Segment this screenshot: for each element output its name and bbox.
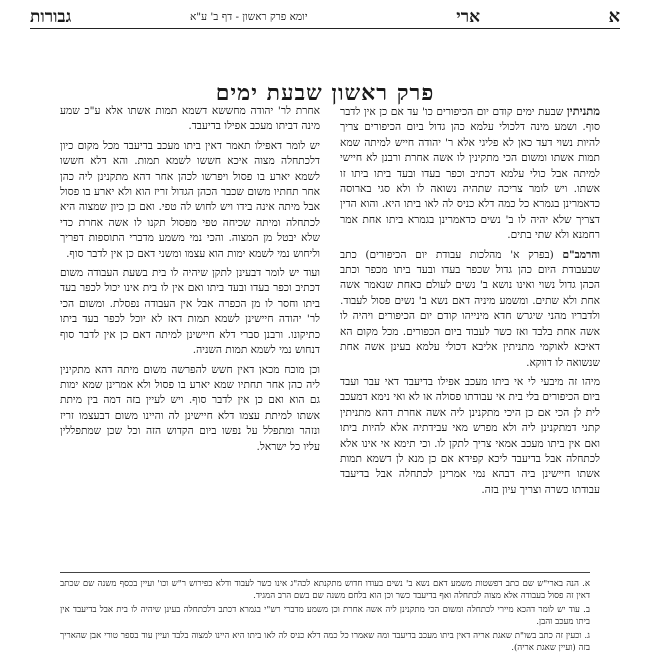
footnote-c: ג. וכעין זה כתב בשו"ת שאגת אריה דאין ביתו מעכב בדיעבד ומה שאמרו כל כמה דלא כניס לה לאו ביתו היא היינו למצוה בלבד ועיין עוד בספר טורי אבן שהאריך בזה (ועיין שאגת אריה). (60, 630, 590, 654)
right-column (340, 104, 600, 570)
footnote-a: א. הנה בארי"ש שם כתב דפשטות משמע דאם נשא ב' נשים בעודו חדוש מתקנתא לכה"ג אינו כשר לעבוד ודלא כפירוש ר"ש וכו' ועיין בכסף משנה שם שכתב דאין זה פסול בעבודה אלא מצוה לכתחלה ואף בדיעבד כשר וכן הוא בלחם משנה שם בשם הרב המגיד. (60, 579, 590, 602)
footnote-b: ב. עוד יש לומר דהכא מיירי לכתחלה ומשום הכי מתקנינן ליה אשה אחרת וכן משמע מדברי רש"י בגמרא דכתב דלכתחלה בעינן שיהיה לו בית אבל בדיעבד אין ביתו מעכב והבן. (60, 604, 590, 628)
page-header (30, 6, 620, 29)
left-para-4: וכן מוכח מכאן דאין חשש להפרשה משום מיתה דהא מתקינין ליה כהן אחר תחתיו שמא יארע בו פסול ולא אמרינן שמא ימות גם הוא ואם כן אין לדבר סוף. ויש לעיין בזה דמה בין מיתת אשתו למיתת עצמו דלא חיישינן לה והיינו משום דבעצמו זריז ונזהר ומתפלל על נפשו ביום הקדוש הזה וכל שכן שמתפללין עליו כל ישראל. (60, 363, 320, 453)
text-columns (60, 104, 600, 570)
lead-word: מתניתין (566, 104, 601, 118)
work-title: גבורות (30, 7, 72, 27)
chapter-title: פרק ראשון שבעת ימים (215, 80, 435, 106)
footnote-divider (60, 572, 590, 573)
header-ari: ארי (456, 7, 480, 27)
right-para-2-text: (בפרק א' מהלכות עבודת יום הכיפורים) כתב שבעבודת היום כהן גדול שכפר בעדו ובעד ביתו מכפר וכתב הכהן גדול נשוי ואינו נושא ב' נשים לעולם כאחת שנאמר אשה אחת ולא שתים. ומשמע מיניה דאם נשא ב' נשים פסול לעבוד. ולדבריו מהני שיגרש חדא מינייהו קודם יום הכיפורים ויהיה לו אשה אחת בלבד ואז כשר לעבוד ביום הכפורים. מכל מקום הא דאיכא לאוקמי מתניתין אליבא דכולי עלמא בעינן אשה אחת שנשואה לו דווקא. (340, 248, 600, 369)
sub-lead-word: והרמב"ם (562, 248, 601, 261)
left-para-3: ועוד יש לומר דבעינן לתקן שיהיה לו בית בשעת העבודה משום דכתיב וכפר בעדו ובעד ביתו ואם אין לו בית אינו יכול לכפר בעד ביתו וחסר לו מן הכפרה אבל אין העבודה נפסלת. ומשום הכי לר' יהודה חיישינן לשמא תמות דאז לא יוכל לכפר בעד ביתו כתיקונו. ורבנן סברי דלא חיישינן למיתה דאם כן אין לדבר סוף דנחוש נמי לשמא תמות השניה. (60, 267, 320, 357)
running-title: יומא פרק ראשון - דף ב' ע"א (190, 11, 308, 23)
left-column (60, 104, 320, 570)
left-para-1: אחרת לר' יהודה מחששא דשמא תמות אשתו אלא ע"כ שמע מינה דביתו מעכב אפילו בדיעבד. (60, 105, 320, 133)
right-para-1 (340, 104, 600, 244)
right-para-3: מיהו זה מיבעי לי אי ביתו מעכב אפילו בדיעבד דאי עבר ועבד ביום הכיפורים בלי בית אי עבודתו פסולה או לא ואי נימא דמעכב לית לן הכי אם כן היכי מתקנינן ליה אשה אחרת דהא מתניתין קתני דמתקנינן ליה ולא מפרש מאי עבידתיה אלא להיות ביתו ואם אין ביתו מעכב אמאי צריך לתקן לו. וכי תימא אי אינו אלא לכתחלה אבל בדיעבד ליכא קפידא אם כן מנא לן דשמא תמות אשתו חיישינן ביה דבהא נמי אמרינן לכתחלה אבל בדיעבד עבודתו כשרה וצריך עיון בזה. (340, 375, 600, 496)
page-letter: א (608, 6, 620, 27)
footnotes (60, 578, 590, 654)
right-para-2 (340, 248, 600, 371)
right-para-1-text: שבעת ימים קודם יום הכיפורים כו' עד אם כן אין לדבר סוף. ושמע מינה דלכולי עלמא כהן גדול ביום הכיפורים צריך להיות נשוי דעד כאן לא פליגי אלא ר' יהודה חייש למיתה שמא תמות אשתו ומשום הכי מתקינין לו אשה אחרת ורבנן לא חיישי למיתה אבל כולי עלמא דכתיב וכפר בעדו ובעד ביתו ביתו זו אשתו. ויש לומר צריכה שתהיה נשואה לו ולא סגי בארוסה כדאמרינן בגמרא כל כמה דלא כניס לה לאו ביתו היא. והוא הדין דצריך שלא יהיה לו ב' נשים כדאמרינן בגמרא ביתו אחת אמר רחמנא ולא שתי בתים. (340, 106, 600, 242)
left-para-2: יש לומר דאפילו תאמר דאין ביתו מעכב בדיעבד מכל מקום כיון דלכתחלה מצוה איכא חששו לשמא תמות. והא דלא חששו לשמא יארע בו פסול ויפרשו לכהן אחר דהא מתקנינן ליה כהן אחר תחתיו משום שכבר הכהן הגדול זריז הוא ולא יארע בו פסול אבל מיתה אינה בידו ויש לחוש לה טפי. ואם כן כיון שמצוה היא לכתחלה ומיתה שכיחה טפי מפסול תקנו לו אשה אחרת כדי שלא יבטל מן המצוה. והכי נמי משמע מדברי התוספות דפריך וליחוש נמי לשמא ימות הוא עצמו ומשני דאם כן אין לדבר סוף. (60, 139, 320, 260)
